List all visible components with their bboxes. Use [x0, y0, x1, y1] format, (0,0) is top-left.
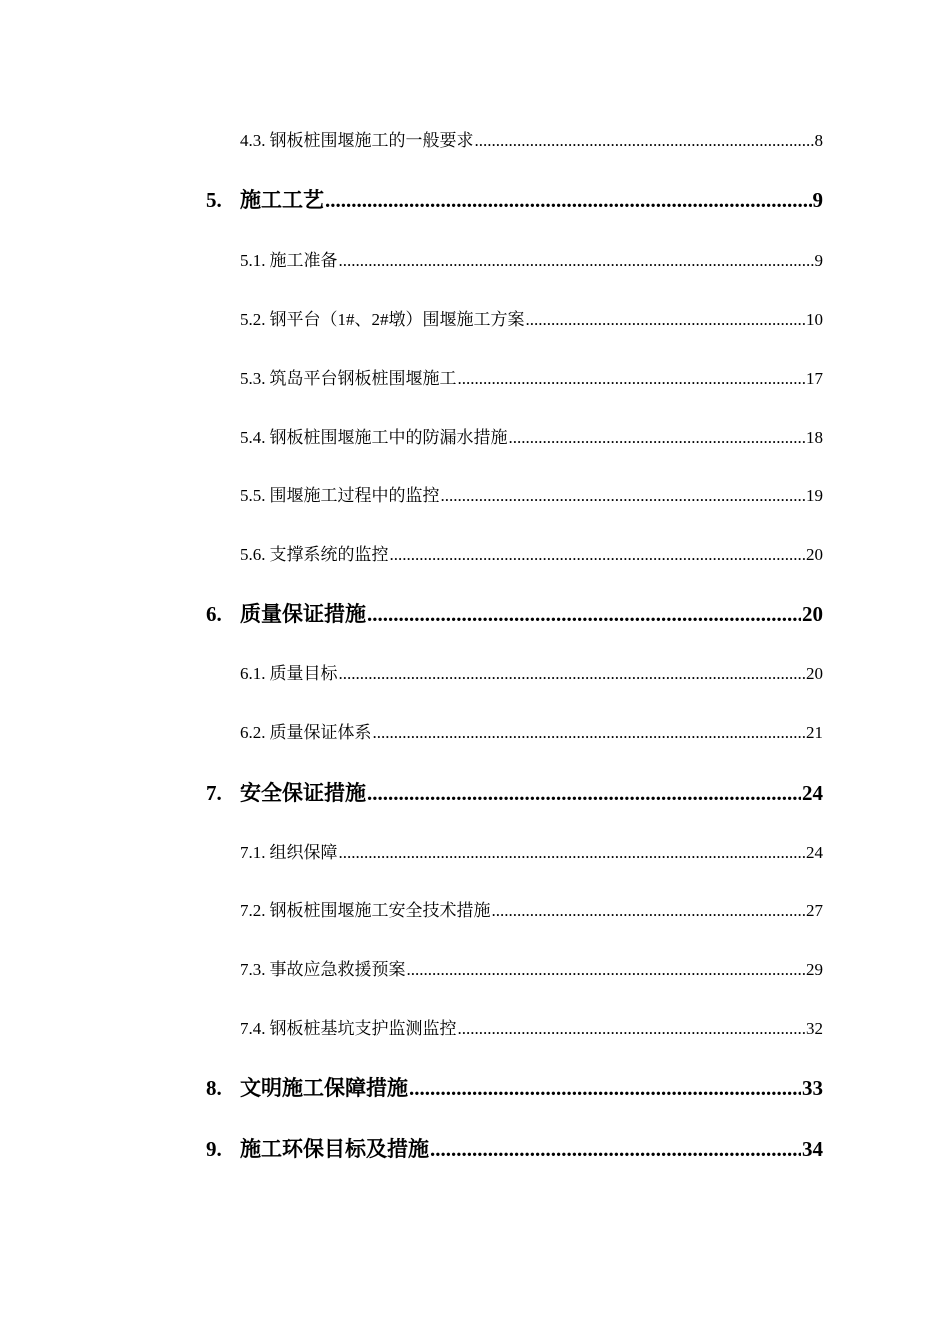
toc-entry-page: 19 [806, 486, 823, 505]
toc-entry-page: 9 [814, 251, 823, 270]
toc-entry-number: 7. [206, 781, 222, 805]
toc-entry-5-4[interactable] [240, 424, 823, 452]
toc-entry-title: 钢平台（1#、2#墩）围堰施工方案 [269, 310, 525, 329]
toc-entry-number: 5.5. [240, 486, 266, 505]
toc-entry-page: 29 [806, 960, 823, 979]
toc-entry-8[interactable] [206, 1074, 823, 1102]
toc-entry-number: 5. [206, 188, 222, 212]
toc-leader-dots [373, 719, 806, 747]
toc-entry-6[interactable] [206, 600, 823, 628]
toc-entry-5[interactable] [206, 186, 823, 214]
toc-entry-page: 21 [806, 723, 823, 742]
toc-entry-7-1[interactable] [240, 839, 823, 867]
toc-entry-7[interactable] [206, 779, 823, 807]
toc-entry-title: 安全保证措施 [240, 781, 366, 805]
toc-entry-title: 钢板桩围堰施工安全技术措施 [269, 901, 491, 920]
toc-entry-number: 7.3. [240, 960, 266, 979]
toc-leader-dots [339, 660, 806, 688]
toc-entry-title: 施工环保目标及措施 [240, 1137, 429, 1161]
toc-leader-dots [339, 247, 814, 275]
toc-entry-title: 支撑系统的监控 [269, 545, 389, 564]
toc-entry-4-3[interactable] [240, 127, 823, 155]
toc-entry-number: 5.1. [240, 251, 266, 270]
toc-leader-dots [475, 127, 814, 155]
toc-entry-page: 20 [806, 545, 823, 564]
toc-entry-number: 6.1. [240, 664, 266, 683]
toc-leader-dots [509, 424, 806, 452]
toc-leader-dots [526, 306, 806, 334]
toc-entry-7-3[interactable] [240, 956, 823, 984]
toc-entry-number: 6. [206, 602, 222, 626]
toc-entry-5-2[interactable] [240, 306, 823, 334]
toc-entry-page: 10 [806, 310, 823, 329]
toc-entry-5-5[interactable] [240, 482, 823, 510]
toc-entry-5-1[interactable] [240, 247, 823, 275]
toc-entry-page: 20 [806, 664, 823, 683]
toc-entry-page: 20 [802, 602, 823, 626]
toc-entry-page: 17 [806, 369, 823, 388]
toc-entry-5-3[interactable] [240, 365, 823, 393]
toc-leader-dots [325, 186, 812, 214]
toc-entry-title: 钢板桩围堰施工中的防漏水措施 [269, 428, 508, 447]
toc-entry-number: 7.4. [240, 1019, 266, 1038]
toc-entry-6-2[interactable] [240, 719, 823, 747]
toc-leader-dots [409, 1074, 801, 1102]
toc-entry-title: 施工工艺 [240, 188, 324, 212]
toc-entry-page: 34 [802, 1137, 823, 1161]
toc-entry-page: 18 [806, 428, 823, 447]
toc-entry-page: 27 [806, 901, 823, 920]
toc-leader-dots [367, 779, 801, 807]
toc-entry-title: 钢板桩基坑支护监测监控 [269, 1019, 457, 1038]
toc-entry-title: 钢板桩围堰施工的一般要求 [269, 131, 474, 150]
toc-leader-dots [441, 482, 806, 510]
toc-entry-page: 24 [806, 843, 823, 862]
toc-entry-number: 5.2. [240, 310, 266, 329]
toc-leader-dots [492, 897, 806, 925]
toc-entry-title: 事故应急救援预案 [269, 960, 406, 979]
toc-leader-dots [430, 1135, 801, 1163]
toc-entry-7-4[interactable] [240, 1015, 823, 1043]
toc-entry-title: 质量保证体系 [269, 723, 372, 742]
toc-entry-9[interactable] [206, 1135, 823, 1163]
toc-entry-title: 围堰施工过程中的监控 [269, 486, 440, 505]
toc-entry-title: 组织保障 [269, 843, 338, 862]
toc-entry-5-6[interactable] [240, 541, 823, 569]
toc-leader-dots [458, 365, 806, 393]
toc-entry-page: 24 [802, 781, 823, 805]
toc-entry-page: 8 [814, 131, 823, 150]
toc-leader-dots [339, 839, 806, 867]
toc-leader-dots [458, 1015, 806, 1043]
toc-leader-dots [390, 541, 806, 569]
toc-entry-number: 5.3. [240, 369, 266, 388]
toc-entry-number: 7.2. [240, 901, 266, 920]
toc-entry-page: 9 [812, 188, 823, 212]
toc-entry-title: 质量保证措施 [240, 602, 366, 626]
toc-entry-title: 质量目标 [269, 664, 338, 683]
toc-entry-page: 32 [806, 1019, 823, 1038]
toc-entry-title: 施工准备 [269, 251, 338, 270]
toc-leader-dots [367, 600, 801, 628]
toc-entry-title: 文明施工保障措施 [240, 1076, 408, 1100]
toc-entry-number: 4.3. [240, 131, 266, 150]
toc-entry-title: 筑岛平台钢板桩围堰施工 [269, 369, 457, 388]
toc-entry-7-2[interactable] [240, 897, 823, 925]
toc-entry-number: 6.2. [240, 723, 266, 742]
toc-entry-number: 8. [206, 1076, 222, 1100]
toc-leader-dots [407, 956, 806, 984]
toc-entry-6-1[interactable] [240, 660, 823, 688]
toc-entry-number: 9. [206, 1137, 222, 1161]
toc-entry-number: 5.6. [240, 545, 266, 564]
toc-entry-number: 5.4. [240, 428, 266, 447]
toc-entry-number: 7.1. [240, 843, 266, 862]
toc-entry-page: 33 [802, 1076, 823, 1100]
